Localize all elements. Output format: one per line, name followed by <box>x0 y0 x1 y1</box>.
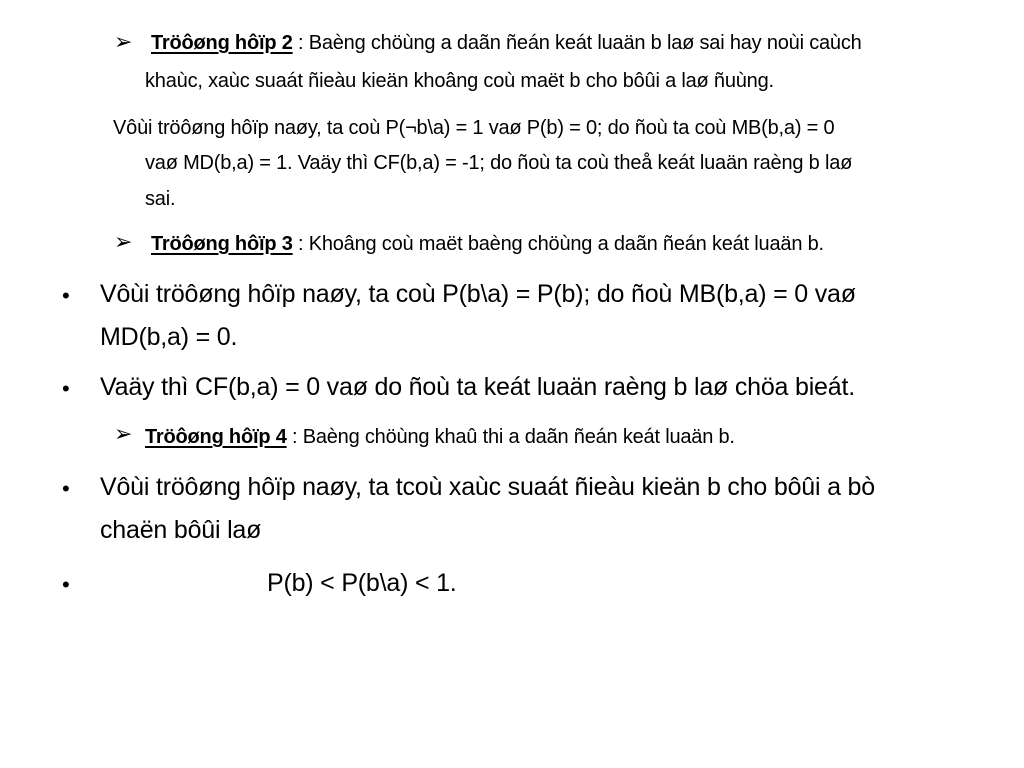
bullet-icon: • <box>62 476 70 501</box>
arrow-bullet-icon: ➢ <box>114 230 133 255</box>
bullet3-line1: Vôùi tröôøng hôïp naøy, ta tcoù xaùc suaát ñieàu kieän b cho bôûi a bò <box>100 473 875 501</box>
bullet1-line1: Vôùi tröôøng hôïp naøy, ta coù P(b\a) = P(b); do ñoù MB(b,a) = 0 vaø <box>100 280 856 308</box>
bullet4-formula: P(b) < P(b\a) < 1. <box>267 569 457 597</box>
bullet2-line1: Vaäy thì CF(b,a) = 0 vaø do ñoù ta keát luaän raèng b laø chöa bieát. <box>100 373 855 401</box>
case2-line1 <box>151 32 862 55</box>
case4-text: : Baèng chöùng khaû thi a daãn ñeán keát luaän b. <box>286 426 735 448</box>
case2-label: Tröôøng hôïp 2 <box>151 32 293 54</box>
bullet-icon: • <box>62 376 70 401</box>
bullet3-line2: chaën bôûi laø <box>100 516 262 544</box>
bullet1-line2: MD(b,a) = 0. <box>100 323 238 351</box>
arrow-bullet-icon: ➢ <box>114 30 133 55</box>
arrow-bullet-icon: ➢ <box>114 422 133 447</box>
case2-line2: khaùc, xaùc suaát ñieàu kieän khoâng coù maët b cho bôûi a laø ñuùng. <box>145 70 774 92</box>
case3-text: : Khoâng coù maët baèng chöùng a daãn ñeán keát luaän b. <box>292 233 824 255</box>
case3-line <box>151 233 824 256</box>
bullet-icon: • <box>62 572 70 597</box>
case2-note-line3: sai. <box>145 188 176 210</box>
case2-note-line1: Vôùi tröôøng hôïp naøy, ta coù P(¬b\a) = 1 vaø P(b) = 0; do ñoù ta coù MB(b,a) = 0 <box>113 117 835 139</box>
case2-note-line2: vaø MD(b,a) = 1. Vaäy thì CF(b,a) = -1; do ñoù ta coù theå keát luaän raèng b laø <box>145 152 853 174</box>
case2-text: : Baèng chöùng a daãn ñeán keát luaän b laø sai hay noùi caùch <box>292 32 862 54</box>
case3-label: Tröôøng hôïp 3 <box>151 233 293 255</box>
case4-line <box>145 426 735 449</box>
bullet-icon: • <box>62 283 70 308</box>
case4-label: Tröôøng hôïp 4 <box>145 426 287 448</box>
